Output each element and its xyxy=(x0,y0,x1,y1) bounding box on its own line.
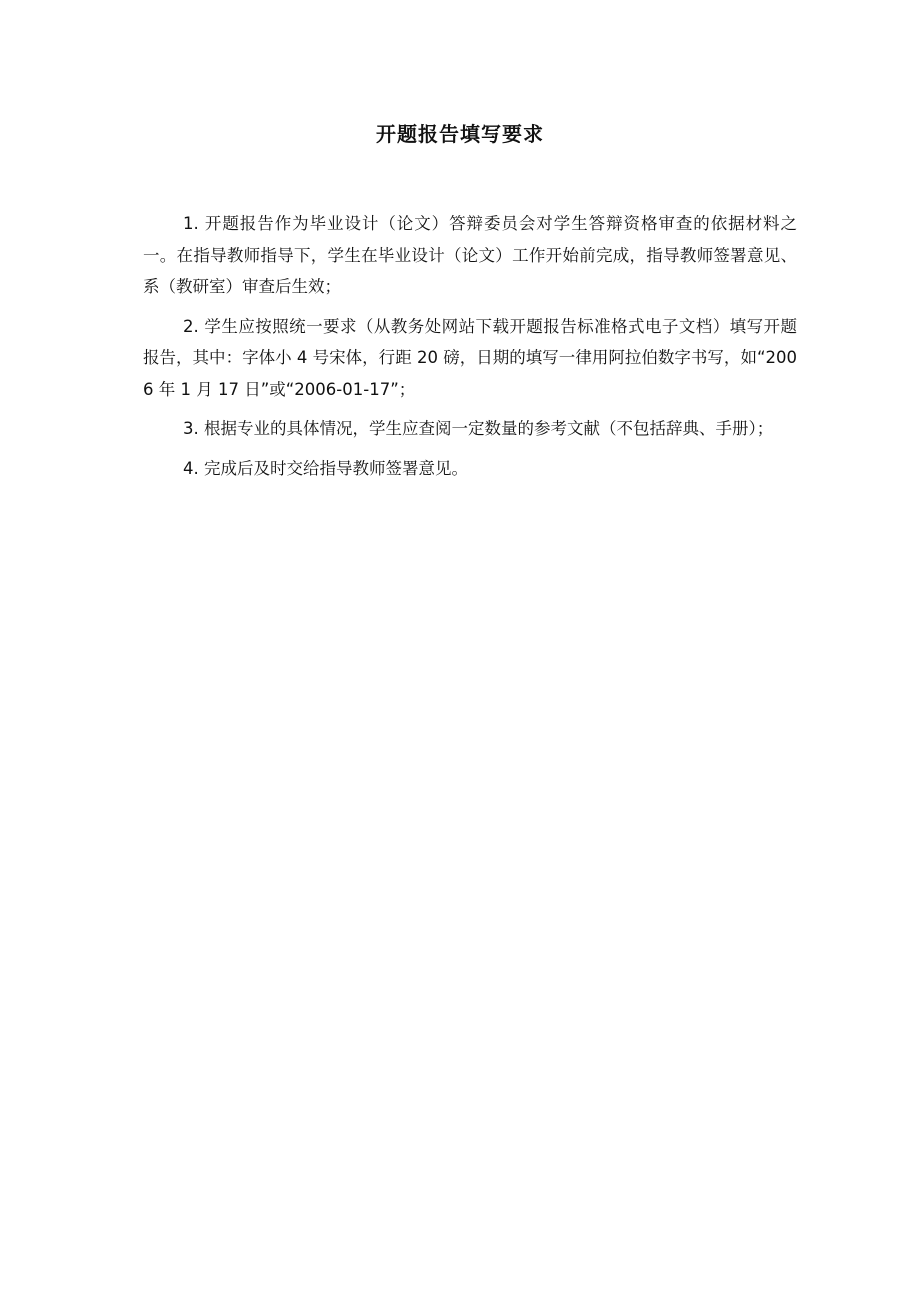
requirements-list xyxy=(143,208,797,492)
document-title: 开题报告填写要求 xyxy=(376,122,544,146)
requirement-item-2: 2. 学生应按照统一要求（从教务处网站下载开题报告标准格式电子文档）填写开题报告，其中：字体小 4 号宋体，行距 20 磅，日期的填写一律用阿拉伯数字书写，如“2006 年 1 月 17 日”或“2006-01-17”； xyxy=(143,316,797,399)
requirement-item-4: 4. 完成后及时交给指导教师签署意见。 xyxy=(183,458,468,478)
requirement-item-3: 3. 根据专业的具体情况，学生应查阅一定数量的参考文献（不包括辞典、手册）； xyxy=(183,419,774,438)
requirement-item-1: 1. 开题报告作为毕业设计（论文）答辩委员会对学生答辩资格审查的依据材料之一。在指导教师指导下，学生在毕业设计（论文）工作开始前完成，指导教师签署意见、系（教研室）审查后生效； xyxy=(143,214,797,296)
